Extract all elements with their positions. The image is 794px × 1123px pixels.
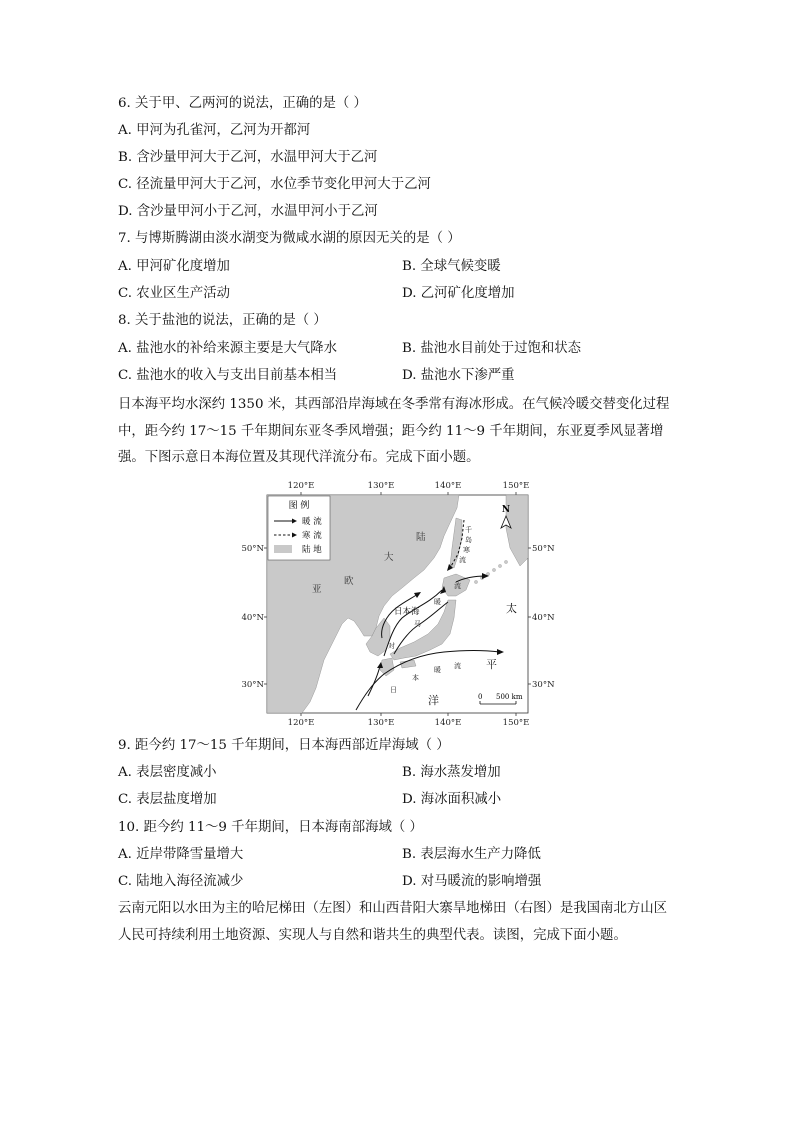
longitude-labels-bottom	[288, 718, 530, 728]
label-ya: 亚	[312, 584, 322, 595]
question-10-stem: 10. 距今约 11～9 千年期间，日本海南部海域（ ）	[118, 820, 423, 835]
latitude-labels-right	[532, 544, 555, 690]
label-yang: 洋	[428, 694, 439, 707]
lat-label-30-left: 30°N	[241, 680, 264, 690]
kuroshio-char-2: 本	[412, 674, 419, 682]
question-9-option-b: B. 海水蒸发增加	[402, 765, 501, 780]
lon-label-130-bottom: 130°E	[367, 718, 395, 728]
cold-current-char-2: 岛	[465, 536, 472, 544]
cold-current-char-4: 流	[459, 556, 466, 564]
lon-label-120-bottom: 120°E	[287, 718, 315, 728]
lon-label-140-top: 140°E	[434, 481, 462, 491]
north-label: N	[501, 505, 511, 515]
question-8-stem: 8. 关于盐池的说法，正确的是（ ）	[118, 313, 327, 328]
legend-land-label: 陆 地	[302, 545, 322, 555]
scale-label-0: 0	[478, 693, 483, 701]
tsushima-char-2: 马	[414, 620, 421, 628]
question-9-option-d: D. 海冰面积减小	[402, 792, 502, 807]
question-8-option-c: C. 盐池水的收入与支出目前基本相当	[118, 368, 338, 383]
question-10-option-d: D. 对马暖流的影响增强	[402, 874, 542, 889]
label-tai: 太	[506, 602, 517, 615]
japan-sea-map	[241, 478, 555, 728]
legend-title: 图 例	[288, 501, 310, 511]
legend-land-swatch	[274, 545, 292, 553]
lat-label-50-right: 50°N	[532, 544, 555, 554]
longitude-labels-top	[288, 481, 530, 491]
label-ou: 欧	[344, 576, 354, 587]
terrace-intro: 云南元阳以水田为主的哈尼梯田（左图）和山西昔阳大寨旱地梯田（右图）是我国南北方山区人民可持续利用土地资源、实现人与自然和谐共生的典型代表。读图，完成下面小题。	[118, 901, 668, 943]
lat-label-40-left: 40°N	[241, 613, 264, 623]
question-8-option-d: D. 盐池水下渗严重	[402, 368, 515, 383]
question-9-option-a: A. 表层密度减小	[118, 765, 217, 780]
map-legend	[268, 496, 330, 560]
question-8-option-a: A. 盐池水的补给来源主要是大气降水	[118, 341, 338, 356]
tsushima-char-4: 流	[454, 582, 461, 590]
lon-label-130-top: 130°E	[367, 481, 395, 491]
tsushima-char-1: 对	[388, 642, 395, 650]
question-9-option-c: C. 表层盐度增加	[118, 792, 217, 807]
kuroshio-char-4: 流	[454, 662, 461, 670]
label-da: 大	[384, 552, 394, 563]
question-6-option-a: A. 甲河为孔雀河，乙河为开都河	[118, 123, 311, 138]
question-6-option-d: D. 含沙量甲河小于乙河，水温甲河小于乙河	[118, 204, 378, 219]
cold-current-char-3: 寒	[463, 546, 470, 554]
question-8-option-b: B. 盐池水目前处于过饱和状态	[402, 341, 582, 356]
question-10-option-c: C. 陆地入海径流减少	[118, 874, 244, 889]
question-6-option-b: B. 含沙量甲河大于乙河，水温甲河大于乙河	[118, 150, 378, 165]
lat-label-50-left: 50°N	[241, 544, 264, 554]
legend-warm-label: 暖 流	[302, 517, 322, 527]
lat-label-40-right: 40°N	[532, 613, 555, 623]
label-ping: 平	[486, 658, 497, 671]
question-10-option-b: B. 表层海水生产力降低	[402, 847, 541, 862]
question-9-stem: 9. 距今约 17～15 千年期间，日本海西部近岸海域（ ）	[118, 738, 450, 753]
legend-cold-label: 寒 流	[302, 531, 322, 541]
lat-label-30-right: 30°N	[532, 680, 555, 690]
kuroshio-char-3: 暖	[434, 666, 441, 674]
label-lu: 陆	[416, 532, 426, 543]
question-7-option-b: B. 全球气候变暖	[402, 259, 501, 274]
question-7-option-d: D. 乙河矿化度增加	[402, 286, 515, 301]
question-7-stem: 7. 与博斯腾湖由淡水湖变为微咸水湖的原因无关的是（ ）	[118, 231, 461, 246]
question-6-stem: 6. 关于甲、乙两河的说法，正确的是（ ）	[118, 96, 367, 111]
lon-label-120-top: 120°E	[287, 481, 315, 491]
japan-sea-intro: 日本海平均水深约 1350 米，其西部沿岸海域在冬季常有海冰形成。在气候冷暖交替变化过程中，距今约 17～15 千年期间东亚冬季风增强；距今约 11～9 千年期间，东亚夏季风显著增强。下图示意日本海位置及其现代洋流分布。完成下面小题。	[118, 397, 670, 465]
question-7-option-c: C. 农业区生产活动	[118, 286, 231, 301]
lon-label-150-bottom: 150°E	[502, 718, 530, 728]
lon-label-140-bottom: 140°E	[434, 718, 462, 728]
question-10-option-a: A. 近岸带降雪量增大	[118, 847, 244, 862]
question-7-option-a: A. 甲河矿化度增加	[118, 259, 230, 274]
scale-label-500: 500 km	[496, 693, 523, 701]
label-sea-of-japan: 日本海	[394, 607, 420, 617]
tsushima-char-3: 暖	[434, 598, 441, 606]
kuroshio-char-1: 日	[390, 686, 397, 694]
cold-current-char-1: 千	[465, 526, 472, 534]
latitude-labels-left	[241, 544, 264, 690]
question-6-option-c: C. 径流量甲河大于乙河，水位季节变化甲河大于乙河	[118, 177, 431, 192]
lon-label-150-top: 150°E	[502, 481, 530, 491]
